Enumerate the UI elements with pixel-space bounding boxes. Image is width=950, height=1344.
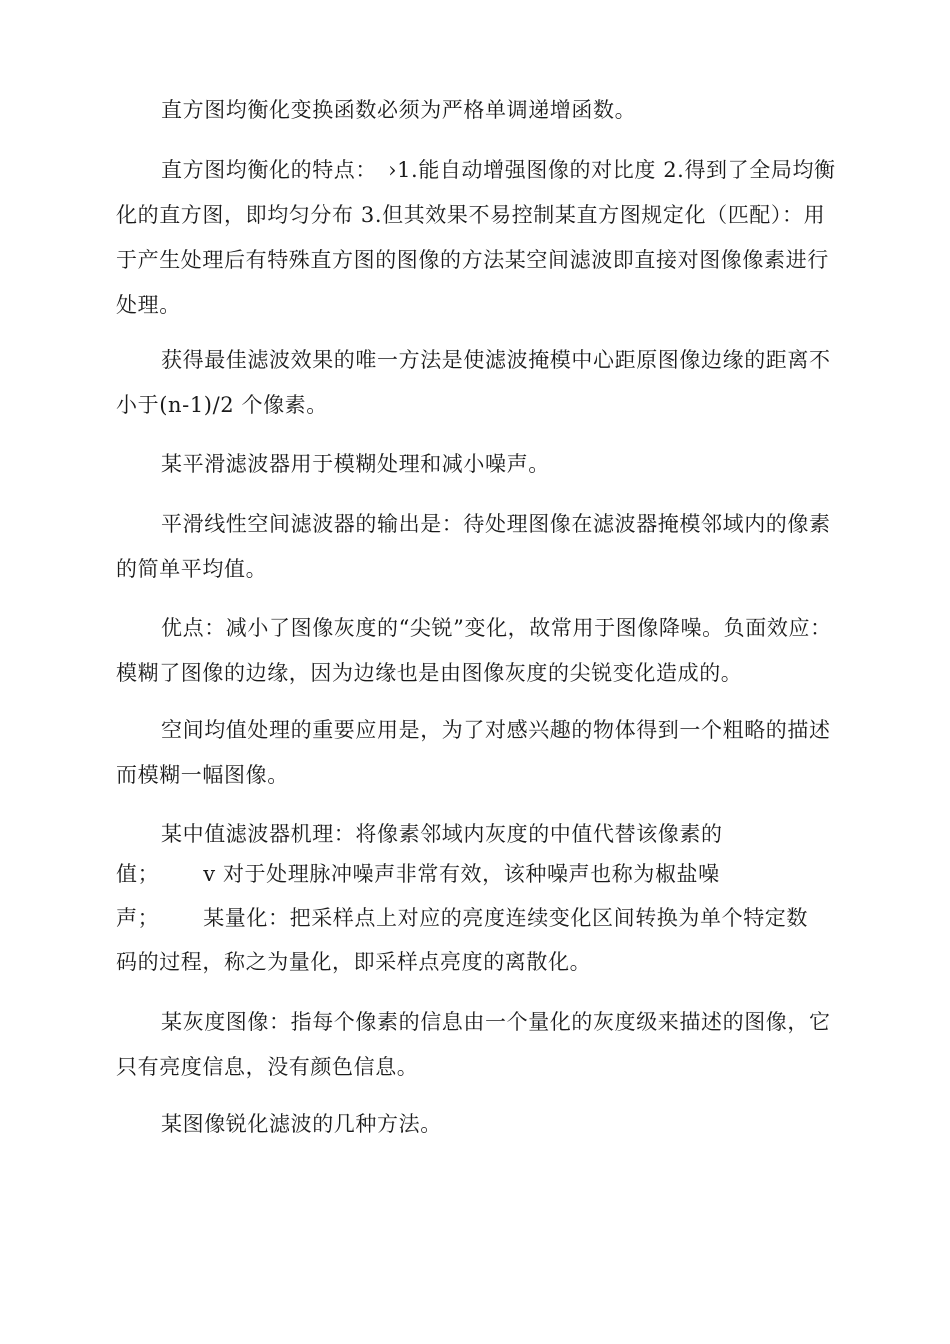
median-line-2-end: v 对于处理脉冲噪声非常有效，该种噪声也称为椒盐噪 <box>203 862 720 886</box>
median-line-3-end: 某量化：把采样点上对应的亮度连续变化区间转换为单个特定数 <box>203 906 809 930</box>
paragraph-advantages: 优点：减小了图像灰度的“尖锐”变化，故常用于图像降噪。负面效应：模糊了图像的边缘，因为边缘也是由图像灰度的尖锐变化造成的。 <box>116 616 832 685</box>
median-line-4: 码的过程，称之为量化，即采样点亮度的离散化。 <box>116 950 592 974</box>
paragraph-mean-application: 空间均值处理的重要应用是，为了对感兴趣的物体得到一个粗略的描述而模糊一幅图像。 <box>116 718 831 787</box>
paragraph-smoothing-filter: 某平滑滤波器用于模糊处理和减小噪声。 <box>161 452 550 476</box>
paragraph-histogram-features: 直方图均衡化的特点： ›1.能自动增强图像的对比度 2.得到了全局均衡化的直方图，即均匀分布 3.但其效果不易控制某直方图规定化（匹配）：用于产生处理后有特殊直方图的图像的方法某空间滤波即直接对图像像素进行处理。 <box>116 158 836 317</box>
paragraph-best-filter: 获得最佳滤波效果的唯一方法是使滤波掩模中心距原图像边缘的距离不小于(n-1)/2 个像素。 <box>116 348 831 417</box>
median-line-3 <box>116 896 836 941</box>
median-line-2-start: 值； <box>116 862 160 886</box>
median-line-2 <box>116 852 836 897</box>
median-line-3-start: 声； <box>116 906 160 930</box>
paragraph-linear-filter-output: 平滑线性空间滤波器的输出是：待处理图像在滤波器掩模邻域内的像素的简单平均值。 <box>116 512 831 581</box>
median-line-1: 某中值滤波器机理：将像素邻域内灰度的中值代替该像素的 <box>161 822 723 846</box>
paragraph-histogram-monotonic: 直方图均衡化变换函数必须为严格单调递增函数。 <box>161 98 637 122</box>
paragraph-grayscale-image: 某灰度图像：指每个像素的信息由一个量化的灰度级来描述的图像，它只有亮度信息，没有颜色信息。 <box>116 1010 831 1079</box>
paragraph-sharpening-methods: 某图像锐化滤波的几种方法。 <box>161 1112 442 1136</box>
